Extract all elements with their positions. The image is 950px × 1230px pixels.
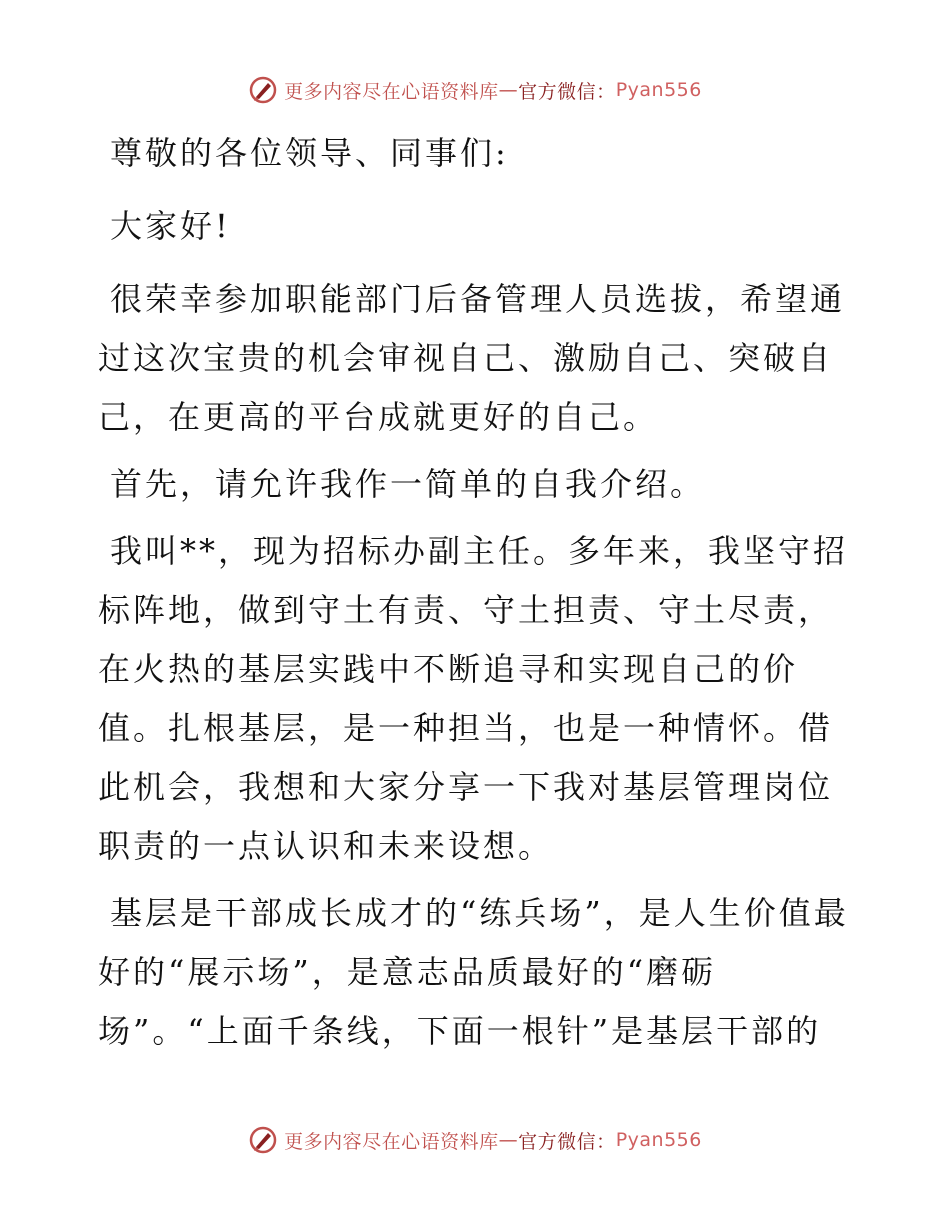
banner-brand-text: 更多内容尽在心语资料库 [284,80,499,103]
paragraph: 我叫**，现为招标办副主任。多年来，我坚守招标阵地，做到守土有责、守土担责、守土尽责，在火热的基层实践中不断追寻和实现自己的价值。扎根基层，是一种担当，也是一种情怀。借此机会，我想和大家分享一下我对基层管理岗位职责的一点认识和未来设想。 [98,532,849,865]
banner-wechat-label: 官方微信： [518,1130,616,1153]
header-banner [0,70,950,110]
greeting: 大家好! [110,207,231,245]
banner-wechat-label: 官方微信： [518,80,616,103]
banner-wechat-id: Pyan556 [615,79,702,101]
pen-logo-icon [248,75,278,105]
paragraph: 首先，请允许我作一简单的自我介绍。 [110,465,706,503]
banner-brand-text: 更多内容尽在心语资料库 [284,1130,499,1153]
paragraph: 基层是干部成长成才的“练兵场”，是人生价值最好的“展示场”，是意志品质最好的“磨砺场”。“上面千条线，下面一根针”是基层干部的 [98,894,849,1050]
banner-wechat-id: Pyan556 [615,1129,702,1151]
document-body [98,124,858,1069]
footer-banner [0,1120,950,1160]
pen-logo-icon [248,1125,278,1155]
banner-dash: — [498,1129,519,1151]
banner-dash: — [498,79,519,101]
salutation: 尊敬的各位领导、同事们: [110,134,509,172]
paragraph: 很荣幸参加职能部门后备管理人员选拔，希望通过这次宝贵的机会审视自己、激励自己、突破自己，在更高的平台成就更好的自己。 [98,280,846,436]
